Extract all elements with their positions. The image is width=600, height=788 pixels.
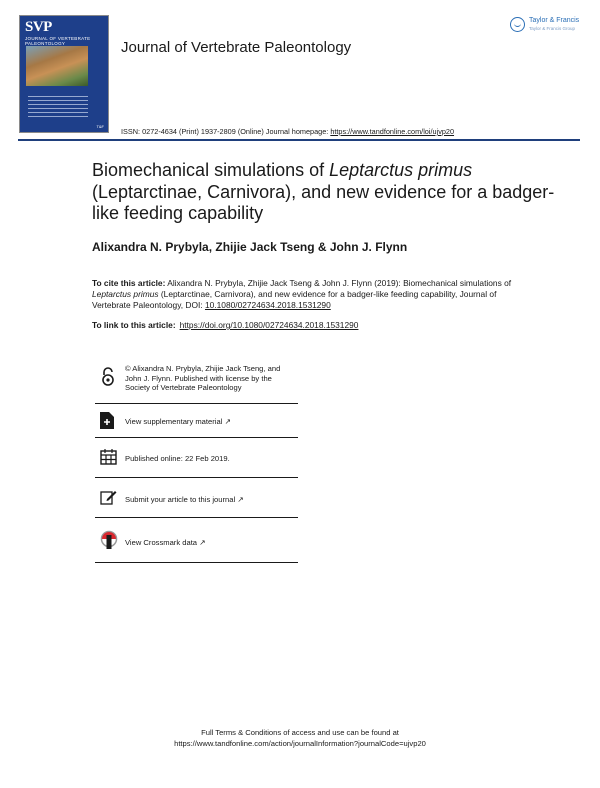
article-authors: Alixandra N. Prybyla, Zhijie Jack Tseng & John J. Flynn: [92, 240, 408, 254]
journal-cover-image: [19, 15, 109, 133]
citation-block: [92, 278, 522, 312]
cover-text-lines: [28, 96, 88, 120]
supplementary-row[interactable]: [95, 404, 298, 438]
article-title: [92, 160, 562, 225]
article-title-text-rest: (Leptarctinae, Carnivora), and new evidence for a badger-like feeding capability: [92, 181, 555, 223]
journal-title: Journal of Vertebrate Paleontology: [121, 39, 352, 56]
published-row: [95, 438, 298, 478]
submit-label: Submit your article to this journal: [125, 495, 236, 504]
cover-abbr: SVP: [25, 19, 52, 35]
citation-text-rest: (Leptarctinae, Carnivora), and new evidence for a badger-like feeding capability, Journal of Vertebrate Paleontology, DOI:: [92, 289, 497, 311]
citation-species: Leptarctus primus: [92, 289, 159, 300]
crossmark-icon: [100, 530, 118, 548]
supplementary-link[interactable]: [125, 417, 231, 427]
journal-homepage-link[interactable]: https://www.tandfonline.com/loi/ujvp20: [330, 127, 455, 136]
supplementary-label: View supplementary material: [125, 417, 223, 426]
publisher-logo-name: Taylor & Francis: [529, 17, 580, 24]
publisher-logo-icon: [510, 17, 525, 32]
issn-text: ISSN: 0272-4634 (Print) 1937-2809 (Online) Journal homepage:: [121, 127, 329, 136]
published-date: Published online: 22 Feb 2019.: [125, 454, 230, 463]
footer-line1: Full Terms & Conditions of access and use can be found at: [201, 728, 399, 737]
submit-row[interactable]: [95, 478, 298, 518]
publisher-logo-tagline: Taylor & Francis Group: [529, 26, 576, 31]
external-link-icon: ↗: [199, 538, 206, 547]
footer-terms: [0, 727, 600, 749]
article-title-text: Biomechanical simulations of: [92, 160, 330, 180]
license-row: [95, 358, 298, 404]
article-link-line: [92, 320, 358, 330]
publisher-logo: [510, 16, 582, 36]
article-title-species: Leptarctus primus: [329, 160, 473, 180]
crossmark-link[interactable]: [125, 538, 206, 548]
cover-artwork: [26, 46, 88, 86]
edit-pencil-icon: [100, 489, 118, 507]
calendar-icon: [100, 448, 118, 466]
citation-text: Alixandra N. Prybyla, Zhijie Jack Tseng & John J. Flynn (2019): Biomechanical simulations of: [165, 278, 512, 288]
external-link-icon: ↗: [224, 417, 231, 426]
cover-subtitle: JOURNAL OF VERTEBRATE PALEONTOLOGY: [25, 36, 91, 46]
footer-terms-url[interactable]: https://www.tandfonline.com/action/journalInformation?journalCode=ujvp20: [174, 739, 426, 748]
issn-line: [121, 127, 454, 136]
article-link-label: To link to this article:: [92, 320, 176, 330]
supplementary-file-icon: [100, 412, 118, 430]
license-text: © Alixandra N. Prybyla, Zhijie Jack Tseng, and John J. Flynn. Published with license by the Society of Vertebrate Paleontology: [125, 364, 281, 393]
info-panel: [95, 358, 298, 563]
citation-doi-link[interactable]: 10.1080/02724634.2018.1531290: [204, 300, 331, 311]
open-access-lock-icon: [100, 367, 118, 385]
crossmark-label: View Crossmark data: [125, 538, 198, 547]
external-link-icon: ↗: [237, 495, 244, 504]
submit-link[interactable]: [125, 495, 244, 505]
cover-publisher-mark: T&F: [96, 124, 104, 129]
header-divider: [18, 139, 580, 141]
article-doi-link[interactable]: https://doi.org/10.1080/02724634.2018.1531290: [179, 320, 359, 330]
citation-label: To cite this article:: [92, 278, 166, 288]
crossmark-row[interactable]: [95, 518, 298, 563]
